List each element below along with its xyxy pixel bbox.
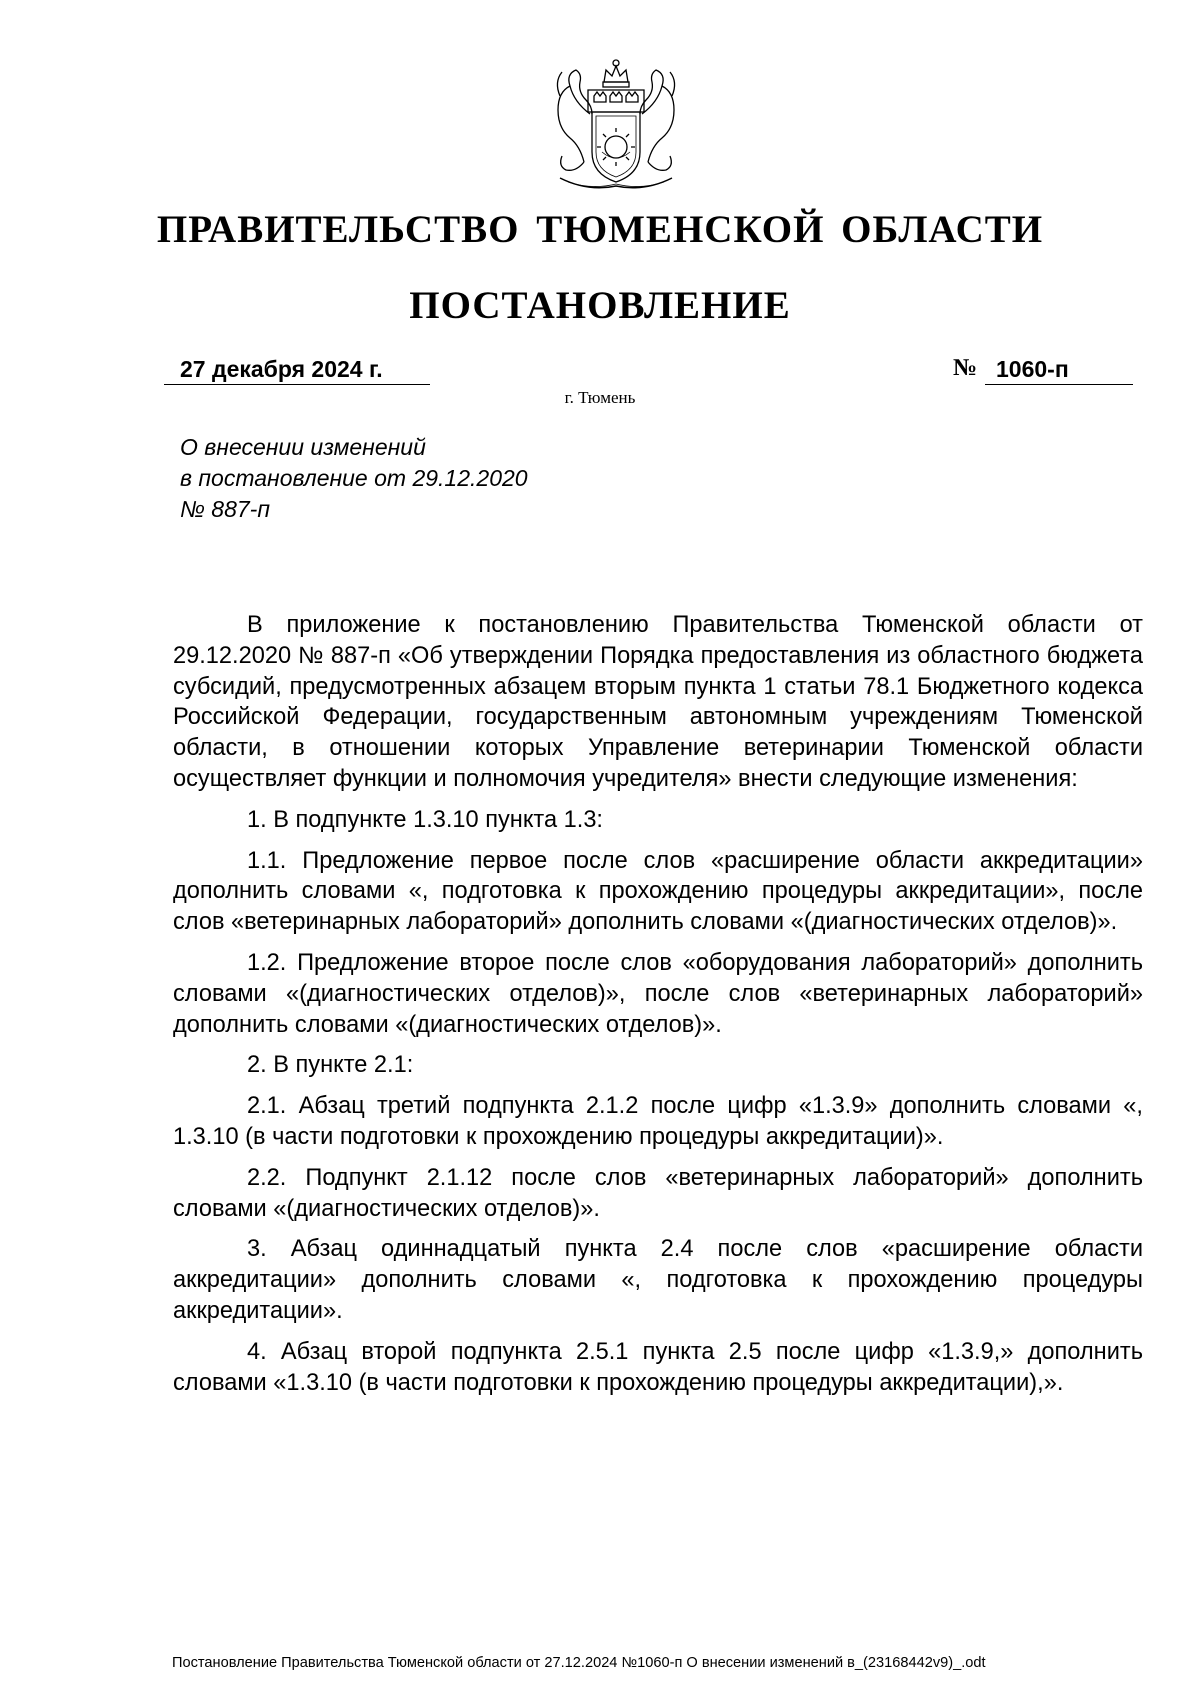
body-paragraph: 2.1. Абзац третий подпункта 2.1.2 после цифр «1.3.9» дополнить словами «, 1.3.10 (в части подготовки к прохождению процедуры аккредитации)». — [173, 1093, 1143, 1150]
city-label: г. Тюмень — [564, 388, 636, 407]
body-paragraph: 1.2. Предложение второе после слов «оборудования лабораторий» дополнить словами «(диагностических отделов)», после слов «ветеринарных лабораторий» дополнить словами «(диагностических отделов)». — [173, 949, 1143, 1038]
page-footer: Постановление Правительства Тюменской области от 27.12.2024 №1060-п О внесении изменений в_(23168442v9)_.odt — [172, 1655, 986, 1671]
body-paragraph: 1.1. Предложение первое после слов «расширение области аккредитации» дополнить словами «, подготовка к прохождению процедуры аккредитации», после слов «ветеринарных лабораторий» дополнить словами «(диагностических отделов)». — [173, 847, 1143, 936]
document-type-title: ПОСТАНОВЛЕНИЕ — [409, 284, 791, 327]
document-body — [173, 610, 1143, 1408]
body-paragraph: 1. В подпункте 1.3.10 пункта 1.3: — [247, 806, 603, 833]
document-date: 27 декабря 2024 г. — [180, 356, 383, 382]
body-paragraph: 3. Абзац одиннадцатый пункта 2.4 после слов «расширение области аккредитации» дополнить словами «, подготовка к прохождению процедуры аккредитации». — [173, 1236, 1143, 1324]
body-paragraph: 2. В пункте 2.1: — [247, 1052, 414, 1079]
number-sign: № — [953, 355, 978, 381]
tyumen-region-coat-of-arms-icon — [540, 52, 692, 194]
body-paragraph: 4. Абзац второй подпункта 2.5.1 пункта 2.5 после цифр «1.3.9,» дополнить словами «1.3.10 (в части подготовки к прохождению процедуры аккредитации),». — [173, 1338, 1143, 1396]
subject-line: № 887-п — [180, 496, 270, 522]
document-subject — [180, 432, 528, 525]
document-number: 1060-п — [996, 356, 1069, 382]
body-paragraph: В приложение к постановлению Правительства Тюменской области от 29.12.2020 № 887-п «Об утверждении Порядка предоставления из областного бюджета субсидий, предусмотренных абзацем вторым пункта 1 статьи 78.1 Бюджетного кодекса Российской Федерации, государственным автономным учреждениям Тюменской области, в отношении которых Управление ветеринарии Тюменской области осуществляет функции и полномочия учредителя» внести следующие изменения: — [173, 612, 1143, 792]
government-title: ПРАВИТЕЛЬСТВО ТЮМЕНСКОЙ ОБЛАСТИ — [156, 208, 1044, 251]
body-paragraph: 2.2. Подпункт 2.1.12 после слов «ветеринарных лабораторий» дополнить словами «(диагностических отделов)». — [173, 1164, 1143, 1222]
subject-line: в постановление от 29.12.2020 — [180, 465, 528, 491]
subject-line: О внесении изменений — [180, 434, 426, 460]
